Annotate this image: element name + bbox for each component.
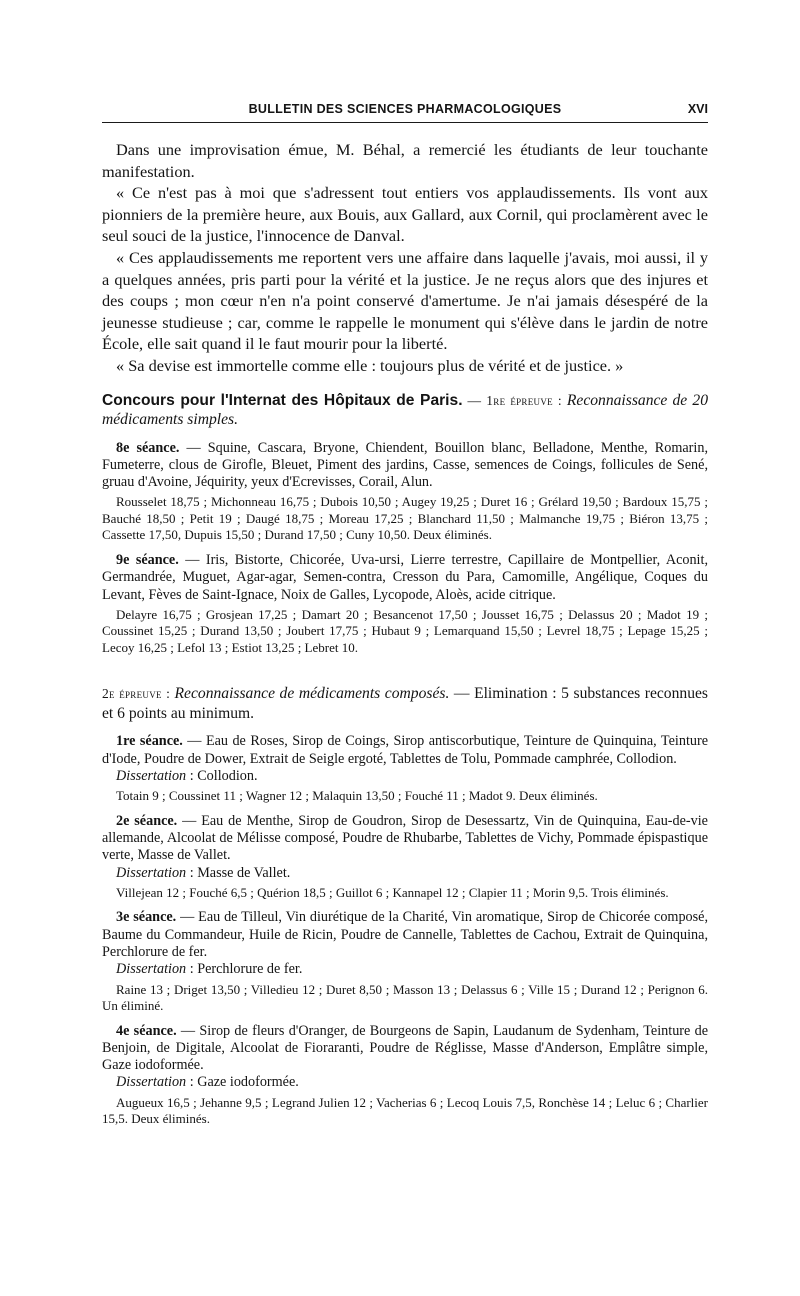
session-items [102, 909, 708, 961]
session-results: Villejean 12 ; Fouché 6,5 ; Quérion 18,5 ; Guillot 6 ; Kannapel 12 ; Clapier 11 ; Morin 9,5. Trois éliminés. [116, 884, 669, 900]
session-block [102, 440, 708, 544]
session-results: Augueux 16,5 ; Jehanne 9,5 ; Legrand Julien 12 ; Vacherias 6 ; Lecoq Louis 7,5, Ronchèse 14 ; Leluc 6 ; Charlier 15,5. Deux éliminés. [102, 1094, 708, 1127]
dissertation-label: Dissertation [116, 961, 187, 978]
page-number: XVI [687, 102, 708, 116]
heading-test-subject: Reconnaissance de 20 médicaments simples. [102, 391, 708, 429]
running-head [102, 100, 708, 123]
section-heading [102, 684, 708, 723]
speech-report [102, 139, 708, 377]
heading-elimination-rule: — Elimination : 5 substances reconnues et 6 points au minimum. [102, 685, 708, 722]
session-results: Delayre 16,75 ; Grosjean 17,25 ; Damart 20 ; Besancenot 17,50 ; Jousset 16,75 ; Delassus 20 ; Madot 19 ; Coussinet 15,25 ; Durand 13,50 ; Joubert 17,75 ; Hubaut 9 ; Lemarquand 15,50 ; Levrel 18,75 ; Lepage 15,25 ; Lecoy 16,25 ; Lefol 13 ; Estiot 13,25 ; Lebret 10. [102, 606, 708, 655]
session-items [102, 440, 708, 492]
session-label: 4e séance. [116, 1022, 177, 1039]
session-label: 8e séance. [116, 439, 180, 456]
session-dissertation [102, 961, 708, 978]
session-item-list: — Eau de Menthe, Sirop de Goudron, Sirop de Desessartz, Vin de Quinquina, Eau-de-vie allemande, Alcoolat de Mélisse composé, Poudre de Rhubarbe, Tablettes de Vichy, Pommade épispastique verte, Masse de Vallet. [102, 812, 708, 864]
session-label: 2e séance. [116, 812, 178, 829]
session-block [102, 1023, 708, 1128]
session-block [102, 733, 708, 804]
dissertation-subject: : Perchlorure de fer. [186, 961, 303, 978]
session-dissertation [102, 768, 708, 785]
session-dissertation [102, 865, 708, 882]
session-results: Totain 9 ; Coussinet 11 ; Wagner 12 ; Malaquin 13,50 ; Fouché 11 ; Madot 9. Deux éliminés. [116, 788, 598, 804]
session-item-list: — Eau de Tilleul, Vin diurétique de la Charité, Vin aromatique, Sirop de Chicorée composé, Baume du Commandeur, Huile de Ricin, Poudre de Cannelle, Tablettes de Cachou, Extrait de Quinquina, Perchlorure de fer. [102, 909, 709, 960]
heading-title: Concours pour l'Internat des Hôpitaux de Paris. [102, 391, 463, 409]
section-heading [102, 391, 708, 430]
session-items [102, 733, 708, 768]
dissertation-subject: : Masse de Vallet. [186, 864, 291, 881]
session-block [102, 813, 708, 902]
session-items [102, 552, 708, 604]
session-label: 9e séance. [116, 551, 179, 568]
speech-paragraph: « Sa devise est immortelle comme elle : toujours plus de vérité et de justice. » [116, 355, 624, 375]
session-item-list: — Sirop de fleurs d'Oranger, de Bourgeons de Sapin, Laudanum de Sydenham, Teinture de Benjoin, de Digitale, Alcoolat de Fioraranti, Poudre de Réglisse, Masse d'Anderson, Emplâtre simple, Gaze iodoformée. [102, 1022, 708, 1074]
session-items [102, 813, 708, 865]
session-item-list: — Iris, Bistorte, Chicorée, Uva-ursi, Lierre terrestre, Capillaire de Montpellier, Aconit, Germandrée, Muguet, Agar-agar, Semen-contra, Cresson du Para, Camomille, Angélique, Coques du Levant, Fèves de Saint-Ignace, Noix de Galles, Lycopode, Aloès, acide citrique. [102, 551, 708, 603]
heading-test-label: — 1re épreuve : [462, 392, 567, 408]
session-label: 1re séance. [116, 733, 183, 750]
session-item-list: — Squine, Cascara, Bryone, Chiendent, Bouillon blanc, Belladone, Menthe, Romarin, Fumeterre, clous de Girofle, Bleuet, Piment des jardins, Casse, semences de Coings, follicules de Sené, gruau d'Avoine, Jéquirity, yeux d'Ecrevisses, Corail, Alun. [102, 439, 708, 491]
session-results: Raine 13 ; Driget 13,50 ; Villedieu 12 ; Duret 8,50 ; Masson 13 ; Delassus 6 ; Ville 15 ; Durand 12 ; Perignon 6. Un éliminé. [102, 981, 708, 1014]
session-dissertation [102, 1074, 708, 1091]
dissertation-subject: : Gaze iodoformée. [186, 1074, 299, 1091]
dissertation-label: Dissertation [116, 1074, 187, 1091]
session-block [102, 909, 708, 1014]
section-first-test [102, 391, 708, 657]
speech-paragraph: « Ces applaudissements me reportent vers une affaire dans laquelle j'avais, moi aussi, il y a quelques années, pris parti pour la vérité et la justice. Je ne reçus alors que des injures et des coups ; mon cœur n'en n'a point conservé d'amertume. Je n'ai jamais désespéré de la jeunesse studieuse ; car, comme le rappelle le monument qui s'élève dans le jardin de notre École, elle sait quand il le faut mourir pour la liberté. [102, 247, 708, 354]
heading-test-subject: Reconnaissance de médicaments composés. [174, 685, 450, 703]
session-results: Rousselet 18,75 ; Michonneau 16,75 ; Dubois 10,50 ; Augey 19,25 ; Duret 16 ; Grélard 19,50 ; Bardoux 15,75 ; Bauché 18,50 ; Petit 19 ; Daugé 18,75 ; Moreau 17,25 ; Blanchard 11,50 ; Malmanche 19,75 ; Biéron 13,75 ; Cassette 17,50, Dupuis 15,50 ; Durand 17,50 ; Cuny 10,50. Deux éliminés. [102, 494, 708, 543]
section-second-test [102, 684, 708, 1127]
dissertation-subject: : Collodion. [186, 767, 258, 784]
session-items [102, 1023, 708, 1075]
dissertation-label: Dissertation [116, 864, 187, 881]
session-block [102, 552, 708, 656]
section-spacer [102, 664, 708, 678]
session-item-list: — Eau de Roses, Sirop de Coings, Sirop antiscorbutique, Teinture de Quinquina, Teinture d'Iode, Poudre de Dower, Extrait de Seigle ergoté, Tablettes de Tolu, Pommade camphrée, Collodion. [102, 733, 708, 767]
session-label: 3e séance. [116, 909, 177, 926]
heading-test-label: 2e épreuve : [102, 686, 175, 702]
journal-title: BULLETIN DES SCIENCES PHARMACOLOGIQUES [248, 102, 562, 116]
dissertation-label: Dissertation [116, 767, 187, 784]
speech-paragraph: Dans une improvisation émue, M. Béhal, a remercié les étudiants de leur touchante manifestation. [102, 140, 708, 181]
speech-paragraph: « Ce n'est pas à moi que s'adressent tout entiers vos applaudissements. Ils vont aux pionniers de la première heure, aux Bouis, aux Gallard, aux Cornil, qui proclamèrent avec le seul souci de la justice, l'innocence de Danval. [102, 183, 708, 246]
